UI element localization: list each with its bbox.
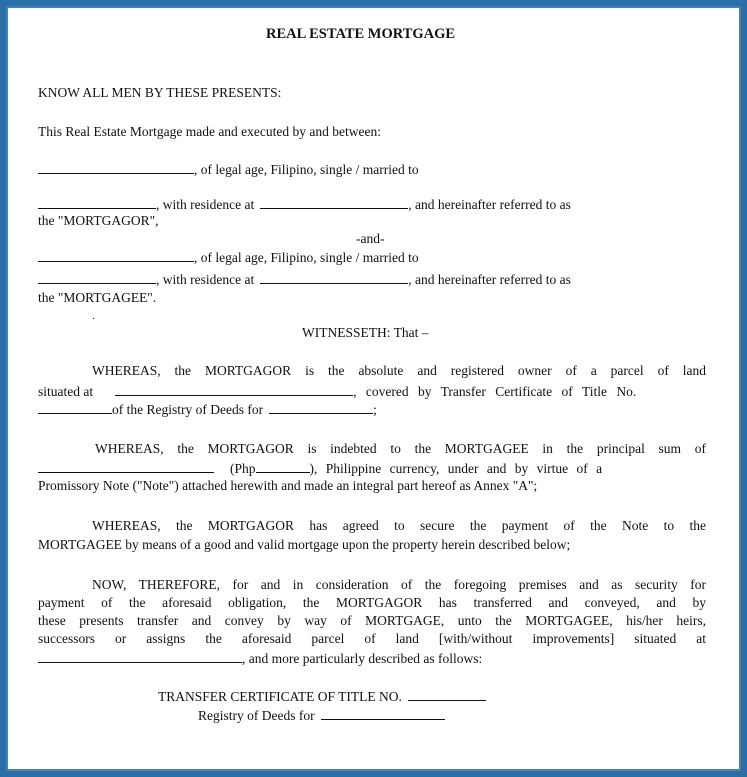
tct-number-blank (38, 401, 112, 414)
registry-text: of the Registry of Deeds for (112, 402, 264, 417)
party1-line1 (38, 161, 419, 178)
document-page (6, 6, 741, 771)
whereas2-line3: Promissory Note ("Note") attached herewith and made an integral part hereof as Annex "A"; (38, 478, 538, 493)
php-text: (Php (230, 461, 256, 476)
party2-residence-blank (260, 271, 408, 284)
party2-name-blank (38, 249, 194, 262)
party1-residence-blank (260, 196, 408, 209)
dot-mark: · (92, 314, 96, 325)
party1-line3: the "MORTGAGOR", (38, 213, 159, 228)
whereas1-line1: WHEREAS, the MORTGAGOR is the absolute and registered owner of a parcel of land (92, 363, 706, 378)
whereas3-line1: WHEREAS, the MORTGAGOR has agreed to secure the payment of the Note to the (92, 518, 706, 533)
party2-line2 (38, 271, 571, 288)
currency-text: ), Philippine currency, under and by virtue of a (309, 461, 603, 476)
principal-sum-blank (38, 460, 214, 473)
party1-blank (38, 196, 156, 209)
party2-line1 (38, 249, 419, 266)
party2-blank (38, 271, 156, 284)
now-therefore-line3: these presents transfer and convey by way of MORTGAGE, unto the MORTGAGEE, his/her heirs, (38, 613, 706, 628)
whereas2-line1: WHEREAS, the MORTGAGOR is indebted to the MORTGAGEE in the principal sum of (95, 441, 706, 456)
party2-line3: the "MORTGAGEE". (38, 290, 157, 305)
party1-line1-text: , of legal age, Filipino, single / married to (194, 162, 419, 177)
whereas1-line3 (38, 401, 377, 418)
situated-blank (115, 383, 353, 396)
tct-label: TRANSFER CERTIFICATE OF TITLE NO. (158, 689, 402, 704)
semicolon: ; (373, 402, 377, 417)
location-blank (38, 650, 242, 663)
now-therefore-line2: payment of the aforesaid obligation, the MORTGAGOR has transferred and conveyed, and by (38, 595, 706, 610)
described-text: , and more particularly described as follows: (242, 651, 483, 666)
party1-residence-text: , with residence at (156, 197, 255, 212)
and-separator: -and- (356, 231, 385, 246)
party1-line2 (38, 196, 571, 213)
covered-text: , covered by Transfer Certificate of Title No. (353, 384, 637, 399)
now-therefore-line5 (38, 650, 482, 667)
party2-line1-text: , of legal age, Filipino, single / married to (194, 250, 419, 265)
registry-line (198, 707, 445, 724)
registry-label: Registry of Deeds for (198, 708, 315, 723)
situated-text: situated at (38, 384, 94, 399)
now-therefore-line1: NOW, THEREFORE, for and in consideration of the foregoing premises and as security for (92, 577, 706, 592)
salutation: KNOW ALL MEN BY THESE PRESENTS: (38, 85, 282, 100)
tct-line (158, 688, 486, 705)
witnesseth: WITNESSETH: That – (302, 325, 429, 340)
party1-name-blank (38, 161, 194, 174)
party1-referred-text: , and hereinafter referred to as (408, 197, 571, 212)
php-blank (256, 460, 310, 473)
party2-referred-text: , and hereinafter referred to as (408, 272, 571, 287)
registry-blank (269, 401, 373, 414)
whereas3-line2: MORTGAGEE by means of a good and valid mortgage upon the property herein described below; (38, 537, 571, 552)
party2-residence-text: , with residence at (156, 272, 255, 287)
tct-blank (408, 688, 486, 701)
document-title: REAL ESTATE MORTGAGE (266, 26, 456, 42)
whereas1-line2 (38, 383, 706, 400)
intro-text: This Real Estate Mortgage made and executed by and between: (38, 124, 381, 139)
now-therefore-line4: successors or assigns the aforesaid parcel of land [with/without improvements] situated at (38, 631, 706, 646)
registry-deeds-blank (321, 707, 445, 720)
whereas2-line2 (38, 460, 706, 477)
